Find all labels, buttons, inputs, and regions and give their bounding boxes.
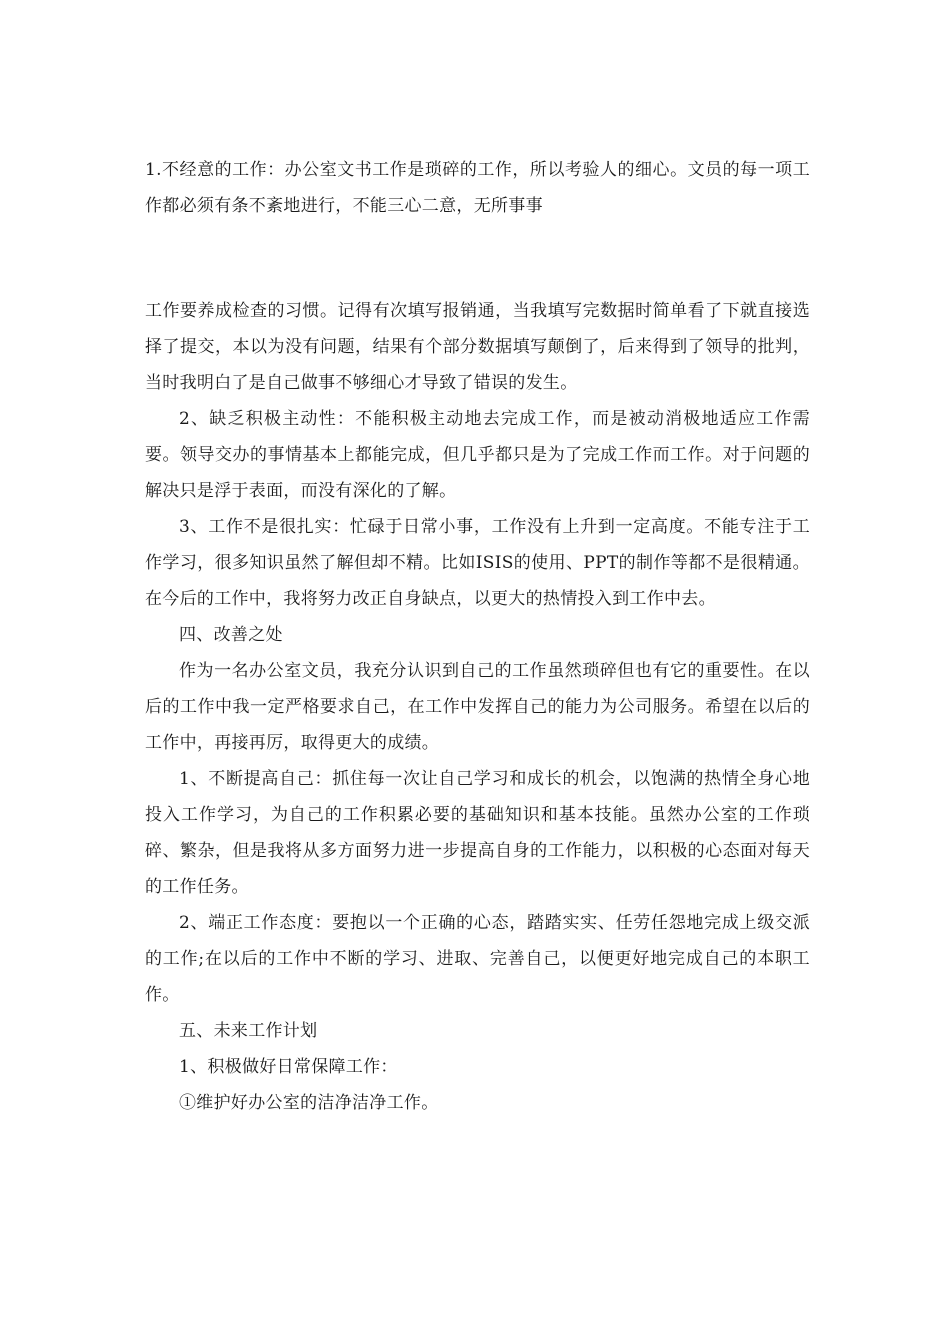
paragraph-checking-habit: 工作要养成检查的习惯。记得有次填写报销通，当我填写完数据时简单看了下就直接选择了提交，本以为没有问题，结果有个部分数据填写颠倒了，后来得到了领导的批判，当时我明白了是自己做事不够细心才导致了错误的发生。 <box>145 301 810 393</box>
top-text-block <box>145 152 810 224</box>
paragraph-daily-support: 1、积极做好日常保障工作： <box>179 1057 398 1077</box>
paragraph-office-cleaning: ①维护好办公室的洁净洁净工作。 <box>179 1093 439 1113</box>
main-text-block <box>145 293 810 1121</box>
heading-future-plan: 五、未来工作计划 <box>179 1021 318 1041</box>
paragraph-work-attitude: 2、端正工作态度：要抱以一个正确的心态，踏踏实实、任劳任怨地完成上级交派的工作;在以后的工作中不断的学习、进取、完善自己，以便更好地完成自己的本职工作。 <box>145 913 810 1005</box>
paragraph-self-improvement: 1、不断提高自己：抓住每一次让自己学习和成长的机会，以饱满的热情全身心地投入工作学习，为自己的工作积累必要的基础知识和基本技能。虽然办公室的工作琐碎、繁杂，但是我将从多方面努力进一步提高自身的工作能力，以积极的心态面对每天的工作任务。 <box>145 769 810 897</box>
paragraph-careless-work: 1.不经意的工作：办公室文书工作是琐碎的工作，所以考验人的细心。文员的每一项工作都必须有条不紊地进行，不能三心二意，无所事事 <box>145 160 810 216</box>
paragraph-lack-initiative: 2、缺乏积极主动性：不能积极主动地去完成工作，而是被动消极地适应工作需要。领导交办的事情基本上都能完成，但几乎都只是为了完成工作而工作。对于问题的解决只是浮于表面，而没有深化的了解。 <box>145 409 810 501</box>
heading-improvements: 四、改善之处 <box>179 625 283 645</box>
paragraph-not-solid: 3、工作不是很扎实：忙碌于日常小事，工作没有上升到一定高度。不能专注于工作学习，很多知识虽然了解但却不精。比如ISIS的使用、PPT的制作等都不是很精通。在今后的工作中，我将努力改正自身缺点，以更大的热情投入到工作中去。 <box>145 517 810 609</box>
paragraph-clerk-role: 作为一名办公室文员，我充分认识到自己的工作虽然琐碎但也有它的重要性。在以后的工作中我一定严格要求自己，在工作中发挥自己的能力为公司服务。希望在以后的工作中，再接再厉，取得更大的成绩。 <box>145 661 810 753</box>
